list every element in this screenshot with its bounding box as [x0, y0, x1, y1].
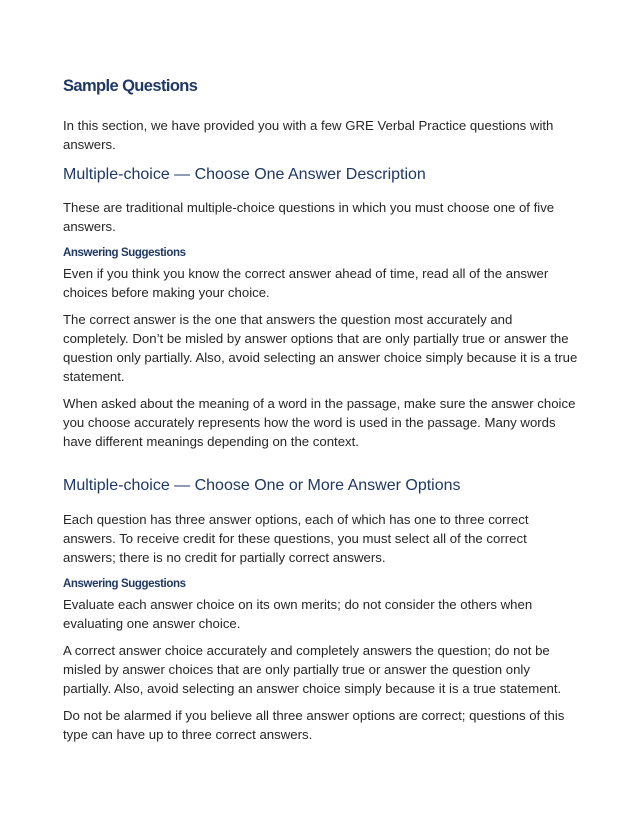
answering-suggestions-heading: Answering Suggestions	[63, 578, 186, 590]
intro-paragraph: In this section, we have provided you with a few GRE Verbal Practice questions with answers.	[63, 118, 554, 152]
section-description: These are traditional multiple-choice questions in which you must choose one of five answers.	[63, 200, 555, 234]
suggestion-paragraph: When asked about the meaning of a word in the passage, make sure the answer choice you choose accurately represents how the word is used in the passage. Many words have different meanings depending on the context.	[63, 396, 576, 449]
section-choose-one	[63, 164, 578, 451]
page-title: Sample Questions	[63, 77, 198, 95]
section-choose-one-or-more	[63, 475, 578, 744]
section-heading: Multiple-choice — Choose One or More Answer Options	[63, 477, 461, 494]
section-description: Each question has three answer options, each of which has one to three correct answers. To receive credit for these questions, you must select all of the correct answers; there is no credit for partially correct answers.	[63, 512, 529, 565]
suggestion-paragraph: A correct answer choice accurately and completely answers the question; do not be misled by answer choices that are only partially true or answer the question only partially. Also, avoid selecting an answer choice simply because it is a true statement.	[63, 643, 562, 696]
suggestion-paragraph: The correct answer is the one that answers the question most accurately and completely. Don’t be misled by answer options that are only partially true or answer the question only partially. Also, avoid selecting an answer choice simply because it is a true statement.	[63, 312, 578, 384]
answering-suggestions-heading: Answering Suggestions	[63, 247, 186, 259]
suggestion-paragraph: Do not be alarmed if you believe all three answer options are correct; questions of this type can have up to three correct answers.	[63, 708, 565, 742]
suggestion-paragraph: Evaluate each answer choice on its own merits; do not consider the others when evaluating one answer choice.	[63, 597, 533, 631]
section-heading: Multiple-choice — Choose One Answer Description	[63, 166, 426, 183]
suggestion-paragraph: Even if you think you know the correct answer ahead of time, read all of the answer choices before making your choice.	[63, 266, 549, 300]
